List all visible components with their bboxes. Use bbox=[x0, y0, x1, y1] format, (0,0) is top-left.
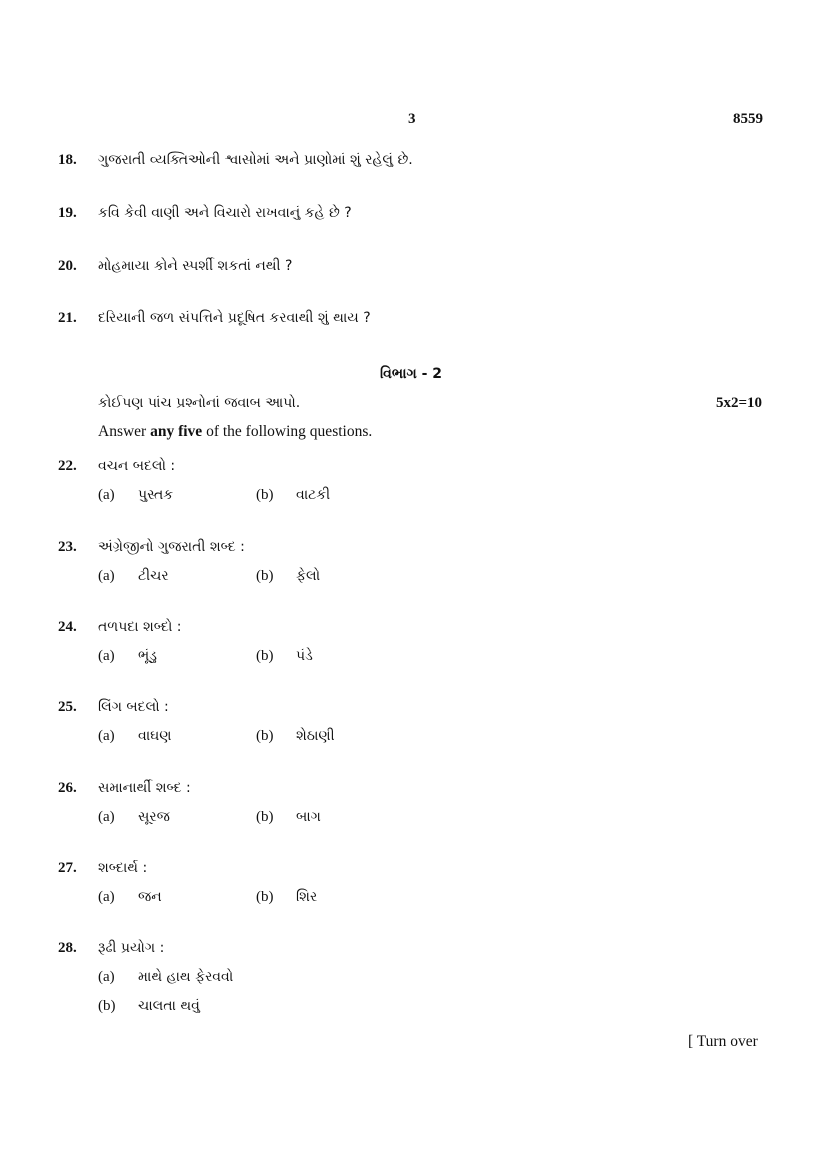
question-27-option-a-label: (a) bbox=[98, 889, 115, 905]
question-19-text: કવિ કેવી વાણી અને વિચારો રાખવાનું કહે છે ? bbox=[98, 205, 352, 221]
question-23-option-a-text: ટીચર bbox=[138, 568, 169, 584]
question-25-text: લિંગ બદલો : bbox=[98, 699, 169, 715]
question-24-text: તળપદા શબ્દો : bbox=[98, 619, 182, 635]
question-25-number: 25. bbox=[58, 699, 77, 715]
question-24-number: 24. bbox=[58, 619, 77, 635]
question-22-option-a-text: પુસ્તક bbox=[138, 487, 174, 503]
section-instruction-gujarati: કોઈપણ પાંચ પ્રશ્નોનાં જવાબ આપો. bbox=[98, 395, 301, 411]
section-title: વિભાગ - 2 bbox=[380, 366, 443, 382]
question-27-option-a-text: જન bbox=[138, 889, 162, 905]
question-24-option-a-label: (a) bbox=[98, 648, 115, 664]
question-27-option-b-label: (b) bbox=[256, 889, 274, 905]
question-21-text: દરિયાની જળ સંપત્તિને પ્રદૂષિત કરવાથી શું થાય ? bbox=[98, 310, 371, 326]
section-marks: 5x2=10 bbox=[716, 395, 763, 411]
question-23-option-a-label: (a) bbox=[98, 568, 115, 584]
question-26-number: 26. bbox=[58, 780, 77, 796]
question-22-number: 22. bbox=[58, 458, 77, 474]
question-24-option-b-text: પંડે bbox=[296, 648, 313, 664]
question-27-option-b-text: શિર bbox=[296, 889, 318, 905]
question-26-option-b-text: બાગ bbox=[296, 809, 321, 825]
question-19-number: 19. bbox=[58, 205, 77, 221]
page-number: 3 bbox=[408, 111, 416, 127]
question-20-text: મોહમાયા કોને સ્પર્શી શકતાં નથી ? bbox=[98, 258, 293, 274]
question-28-option-a-label: (a) bbox=[98, 969, 115, 985]
question-24-option-b-label: (b) bbox=[256, 648, 274, 664]
paper-code: 8559 bbox=[733, 111, 763, 127]
question-26-option-a-text: સૂરજ bbox=[138, 809, 170, 825]
question-20-number: 20. bbox=[58, 258, 77, 274]
question-28-number: 28. bbox=[58, 940, 77, 956]
question-25-option-b-text: શેઠાણી bbox=[296, 728, 335, 744]
question-23-option-b-label: (b) bbox=[256, 568, 274, 584]
section-instruction-english: Answer any five of the following questions. bbox=[98, 423, 373, 440]
question-28-option-b-label: (b) bbox=[98, 998, 116, 1014]
question-23-text: અંગ્રેજીનો ગુજરાતી શબ્દ : bbox=[98, 539, 245, 555]
question-22-option-b-label: (b) bbox=[256, 487, 274, 503]
question-26-option-a-label: (a) bbox=[98, 809, 115, 825]
question-24-option-a-text: ભૂંડુ bbox=[138, 648, 157, 664]
question-23-option-b-text: ફેલો bbox=[296, 568, 321, 584]
question-22-text: વચન બદલો : bbox=[98, 458, 176, 474]
question-23-number: 23. bbox=[58, 539, 77, 555]
question-22-option-b-text: વાટકી bbox=[296, 487, 331, 503]
question-18-number: 18. bbox=[58, 152, 77, 168]
question-28-option-a-text: માથે હાથ ફેરવવો bbox=[138, 969, 234, 985]
question-28-option-b-text: ચાલતા થવું bbox=[138, 998, 200, 1014]
question-18-text: ગુજરાતી વ્યક્તિઓની શ્વાસોમાં અને પ્રાણોમાં શું રહેલું છે. bbox=[98, 152, 413, 168]
question-25-option-a-text: વાઘણ bbox=[138, 728, 172, 744]
question-22-option-a-label: (a) bbox=[98, 487, 115, 503]
question-26-option-b-label: (b) bbox=[256, 809, 274, 825]
turn-over-note: [ Turn over bbox=[688, 1033, 758, 1050]
question-25-option-a-label: (a) bbox=[98, 728, 115, 744]
question-27-text: શબ્દાર્થ : bbox=[98, 860, 148, 876]
question-26-text: સમાનાર્થી શબ્દ : bbox=[98, 780, 191, 796]
question-25-option-b-label: (b) bbox=[256, 728, 274, 744]
question-28-text: રૂઢી પ્રયોગ : bbox=[98, 940, 165, 956]
question-21-number: 21. bbox=[58, 310, 77, 326]
question-27-number: 27. bbox=[58, 860, 77, 876]
